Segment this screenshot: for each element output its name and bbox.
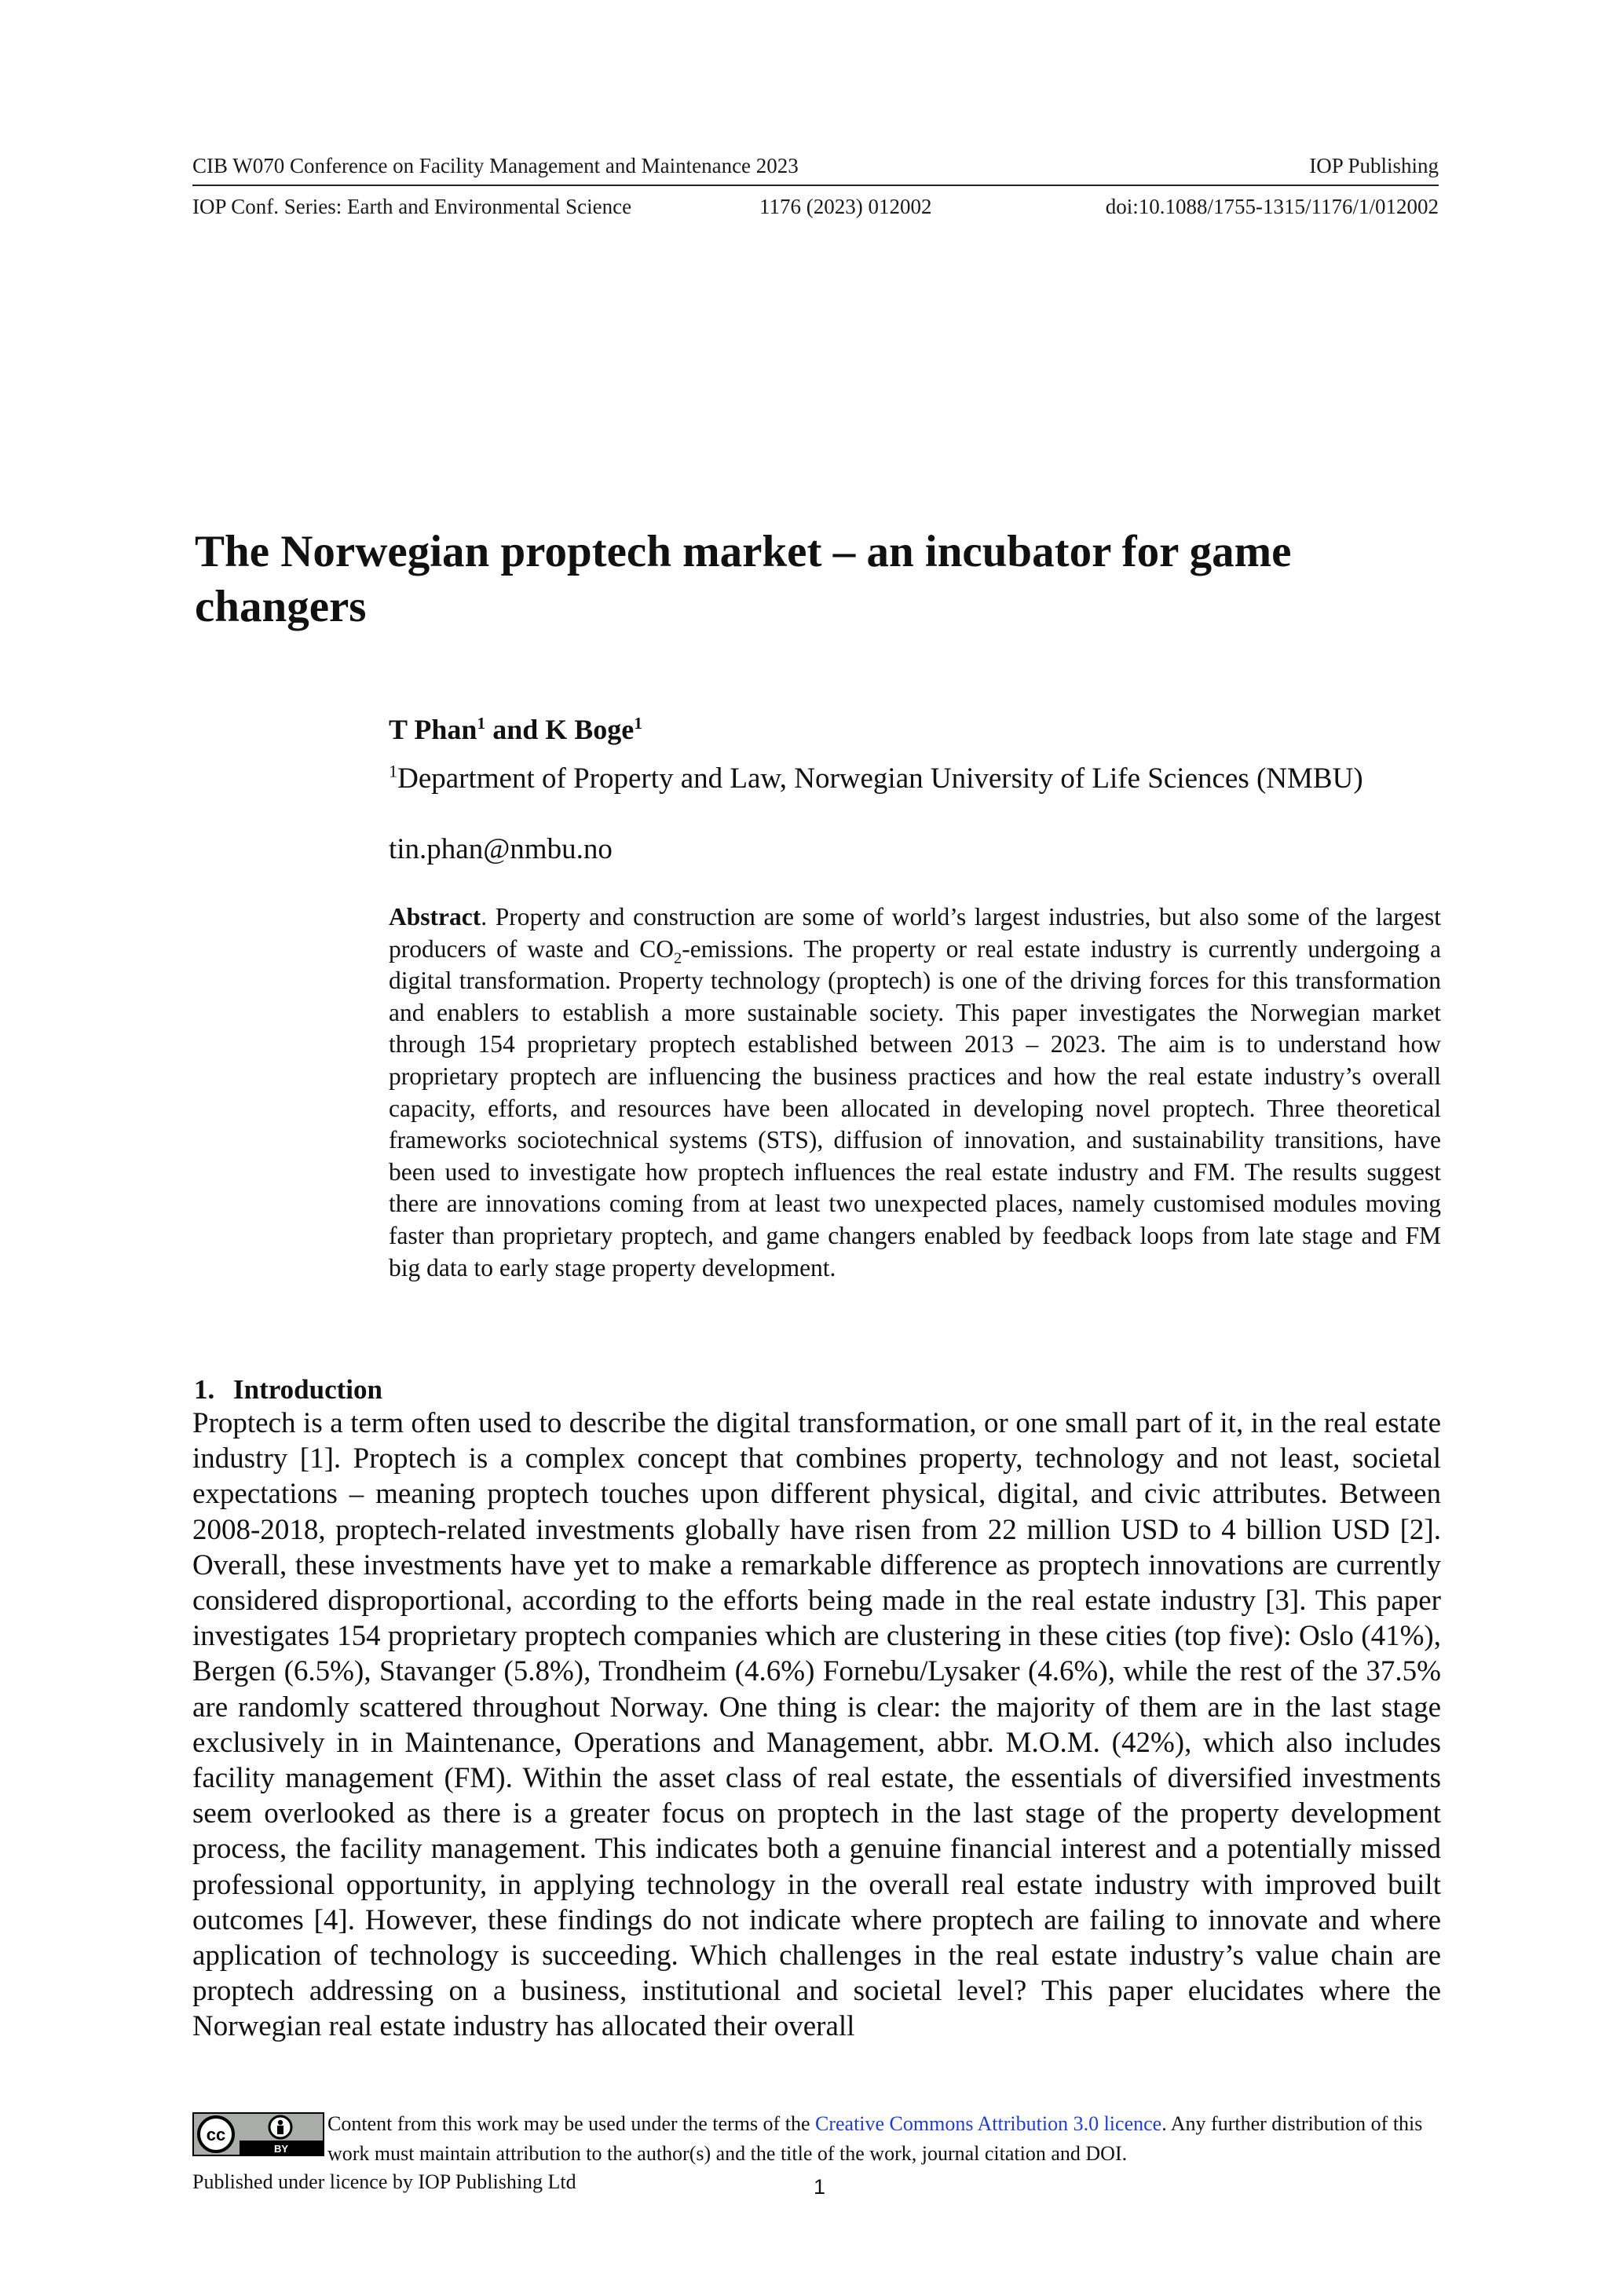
volume-info: 1176 (2023) 012002 (759, 195, 932, 218)
introduction-paragraph: Proptech is a term often used to describe the digital transformation, or one small part of it, in the real estate industry [1]. Proptech is a complex concept that combines property, technology and not least, societal expectations – meaning proptech touches upon different physical, digital, and civic attributes. Between 2008-2018, proptech-related investments globally have risen from 22 million USD to 4 billion USD [2]. Overall, these investments have yet to make a remarkable difference as proptech innovations are currently considered disproportional, according to the efforts being made in the real estate industry [3]. This paper investigates 154 proprietary proptech companies which are clustering in these cities (top five): Oslo (41%), Bergen (6.5%), Stavanger (5.8%), Trondheim (4.6%) Fornebu/Lysaker (4.6%), while the rest of the 37.5% are randomly scattered throughout Norway. One thing is clear: the majority of them are in the last stage exclusively in in Maintenance, Operations and Management, abbr. M.O.M. (42%), which also includes facility management (FM). Within the asset class of real estate, the essentials of diversified investments seem overlooked as there is a greater focus on proptech in the last stage of the property development process, the facility management. This indicates both a genuine financial interest and a potentially missed professional opportunity, in applying technology in the overall real estate industry with improved built outcomes [4]. However, these findings do not indicate where proptech are failing to innovate and where application of technology is succeeding. Which challenges in the real estate industry’s value chain are proptech addressing on a business, institutional and societal level? This paper elucidates where the Norwegian real estate industry has allocated their overall (192, 1407, 1441, 2043)
author-line (389, 713, 642, 746)
co2-subscript: 2 (674, 949, 682, 967)
abstract-label: Abstract (389, 903, 481, 930)
section-number: 1. (194, 1374, 215, 1405)
author-1-affiliation-mark: 1 (477, 714, 486, 733)
author-conjunction: and (485, 714, 546, 745)
license-notice (327, 2109, 1450, 2169)
abstract (389, 901, 1441, 1284)
header-divider (192, 185, 1439, 186)
series-name: IOP Conf. Series: Earth and Environmental Science (192, 195, 632, 218)
affiliation-text: Department of Property and Law, Norwegian University of Life Sciences (NMBU) (397, 762, 1363, 795)
running-header-top (192, 154, 1439, 178)
license-text-part1: Content from this work may be used under the terms of the (327, 2112, 815, 2135)
by-label: BY (273, 2143, 289, 2155)
publisher-notice: Published under licence by IOP Publishing Ltd (192, 2170, 576, 2193)
publisher-name: IOP Publishing (1309, 154, 1439, 177)
section-title: Introduction (233, 1374, 382, 1405)
author-2-affiliation-mark: 1 (634, 714, 643, 733)
cc-by-badge-graphic (194, 2114, 323, 2155)
cc-by-license-icon[interactable] (192, 2112, 324, 2156)
abstract-text-part2: -emissions. The property or real estate industry is currently undergoing a digital transformation. Property technology (proptech) is one of the driving forces for this transformation and enablers to establish a more sustainable society. This paper investigates the Norwegian market through 154 proprietary proptech established between 2013 – 2023. The aim is to understand how proprietary proptech are influencing the business practices and how the real estate industry’s overall capacity, efforts, and resources have been allocated in developing novel proptech. Three theoretical frameworks sociotechnical systems (STS), diffusion of innovation, and sustainability transitions, have been used to investigate how proptech influences the real estate industry and FM. The results suggest there are innovations coming from at least two unexpected places, namely customised modules moving faster than proprietary proptech, and game changers enabled by feedback loops from late stage and FM big data to early stage property development. (389, 934, 1442, 1281)
cc-glyph: cc (206, 2125, 226, 2144)
license-text-part2: . Any further distribution of this work must maintain attribution to the author(s) and the title of the work, journal citation and DOI. (327, 2112, 1423, 2165)
conference-name: CIB W070 Conference on Facility Management and Maintenance 2023 (192, 154, 799, 177)
page-number: 1 (814, 2175, 826, 2199)
section-heading-introduction (194, 1374, 382, 1406)
doi-text: doi:10.1088/1755-1315/1176/1/012002 (1105, 195, 1439, 218)
affiliation (389, 762, 1363, 795)
author-2: K Boge (545, 714, 635, 745)
author-1: T Phan (389, 714, 477, 745)
author-email: tin.phan@nmbu.no (389, 833, 613, 865)
affiliation-mark: 1 (389, 761, 398, 781)
paper-title: The Norwegian proptech market – an incubator for game changers (195, 527, 1292, 631)
license-link[interactable]: Creative Commons Attribution 3.0 licence (814, 2112, 1162, 2135)
abstract-text-part1: . Property and construction are some of world’s largest industries, but also some of the largest producers of waste and CO (389, 903, 1441, 963)
